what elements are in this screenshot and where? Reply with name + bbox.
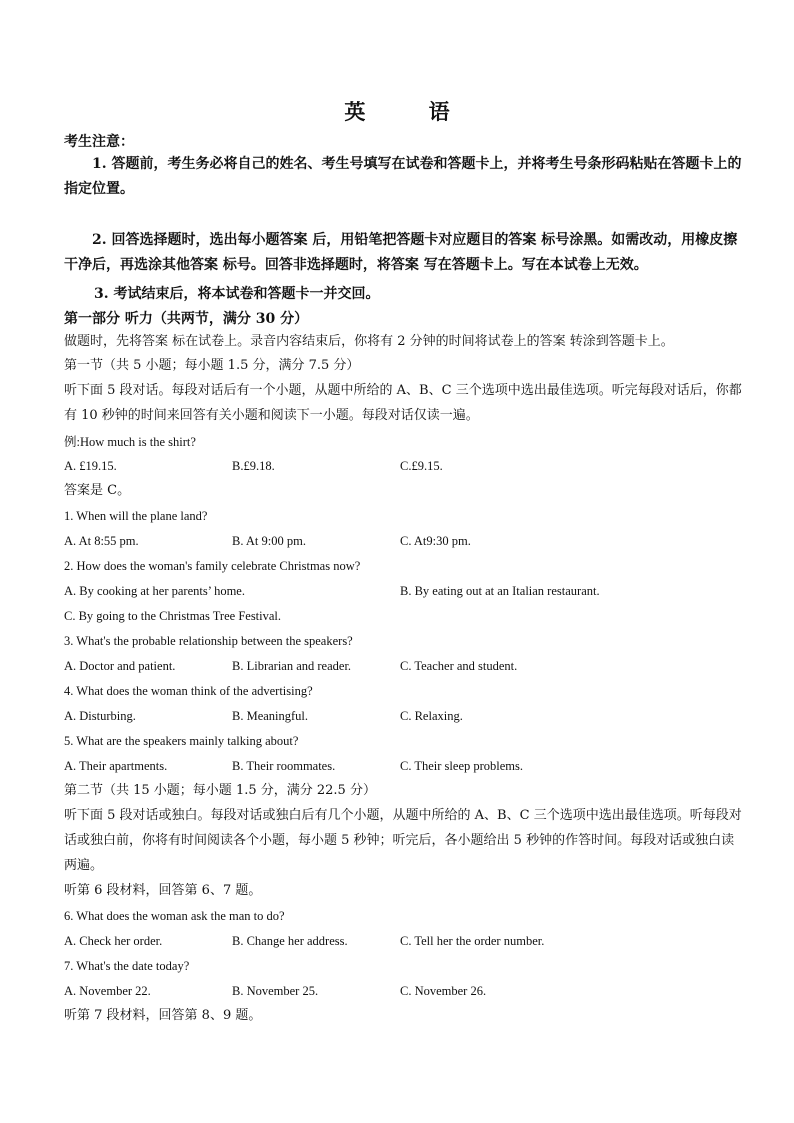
q5-option-c: C. Their sleep problems. bbox=[400, 759, 524, 773]
question-6: 6. What does the woman ask the man to do? bbox=[64, 909, 285, 923]
q7-option-a: A. November 22. bbox=[64, 984, 151, 998]
q4-option-a: A. Disturbing. bbox=[64, 709, 136, 723]
material-7-heading: 听第 7 段材料，回答第 8、9 题。 bbox=[64, 1008, 262, 1023]
q6-option-a: A. Check her order. bbox=[64, 934, 163, 948]
q5-option-b: B. Their roommates. bbox=[232, 759, 336, 773]
notice-item-2: 2. 回答选择题时，选出每小题答案 后，用铅笔把答题卡对应题目的答案 标号涂黑。如需改动，用橡皮擦干净后，再选涂其他答案 标号。回答非选择题时，将答案 写在答题卡上。写在本试卷上无效。 bbox=[64, 232, 738, 273]
q4-option-c: C. Relaxing. bbox=[400, 709, 463, 723]
notice-heading: 考生注意： bbox=[64, 134, 134, 150]
q3-option-b: B. Librarian and reader. bbox=[232, 659, 352, 673]
q3-option-a: A. Doctor and patient. bbox=[64, 659, 176, 673]
part1-heading: 第一部分 听力（共两节，满分 30 分） bbox=[64, 311, 309, 327]
example-option-b: B.£9.18. bbox=[232, 459, 275, 473]
q7-option-b: B. November 25. bbox=[232, 984, 319, 998]
q3-option-c: C. Teacher and student. bbox=[400, 659, 518, 673]
q6-option-b: B. Change her address. bbox=[232, 934, 348, 948]
notice-item-1: 1. 答题前，考生务必将自己的姓名、考生号填写在试卷和答题卡上，并将考生号条形码粘贴在答题卡上的指定位置。 bbox=[64, 156, 742, 197]
section1-instructions: 听下面 5 段对话。每段对话后有一个小题，从题中所给的 A、B、C 三个选项中选出最佳选项。听完每段对话后，你都有 10 秒钟的时间来回答有关小题和阅读下一小题。每段对话仅读一遍。 bbox=[64, 383, 742, 423]
question-2: 2. How does the woman's family celebrate Christmas now? bbox=[64, 559, 361, 573]
material-6-heading: 听第 6 段材料，回答第 6、7 题。 bbox=[64, 883, 262, 898]
part1-intro: 做题时，先将答案 标在试卷上。录音内容结束后，你将有 2 分钟的时间将试卷上的答案 转涂到答题卡上。 bbox=[64, 334, 674, 349]
question-1: 1. When will the plane land? bbox=[64, 509, 208, 523]
question-3: 3. What's the probable relationship between the speakers? bbox=[64, 634, 353, 648]
q1-option-a: A. At 8:55 pm. bbox=[64, 534, 139, 548]
question-7: 7. What's the date today? bbox=[64, 959, 190, 973]
section2-instructions: 听下面 5 段对话或独白。每段对话或独白后有几个小题，从题中所给的 A、B、C 三个选项中选出最佳选项。听每段对话或独白前，你将有时间阅读各个小题，每小题 5 秒钟；听完后，各小题给出 5 秒钟的作答时间。每段对话或独白读两遍。 bbox=[64, 808, 742, 873]
example-answer: 答案是 C。 bbox=[64, 483, 131, 498]
section1-heading: 第一节（共 5 小题；每小题 1.5 分，满分 7.5 分） bbox=[64, 358, 360, 373]
q6-option-c: C. Tell her the order number. bbox=[400, 934, 545, 948]
example-question: 例:How much is the shirt? bbox=[64, 435, 196, 449]
q5-option-a: A. Their apartments. bbox=[64, 759, 168, 773]
q4-option-b: B. Meaningful. bbox=[232, 709, 309, 723]
notice-item-3: 3. 考试结束后，将本试卷和答题卡一并交回。 bbox=[94, 286, 380, 302]
page-title: 英 语 bbox=[344, 99, 478, 124]
section2-heading: 第二节（共 15 小题；每小题 1.5 分，满分 22.5 分） bbox=[64, 783, 376, 798]
example-option-a: A. £19.15. bbox=[64, 459, 117, 473]
question-5: 5. What are the speakers mainly talking about? bbox=[64, 734, 299, 748]
q1-option-c: C. At9:30 pm. bbox=[400, 534, 471, 548]
q7-option-c: C. November 26. bbox=[400, 984, 487, 998]
q2-option-b: B. By eating out at an Italian restaurant. bbox=[400, 584, 600, 598]
q2-option-c: C. By going to the Christmas Tree Festival. bbox=[64, 609, 282, 623]
q1-option-b: B. At 9:00 pm. bbox=[232, 534, 306, 548]
q2-option-a: A. By cooking at her parents’ home. bbox=[64, 584, 245, 598]
example-option-c: C.£9.15. bbox=[400, 459, 443, 473]
question-4: 4. What does the woman think of the advertising? bbox=[64, 684, 313, 698]
